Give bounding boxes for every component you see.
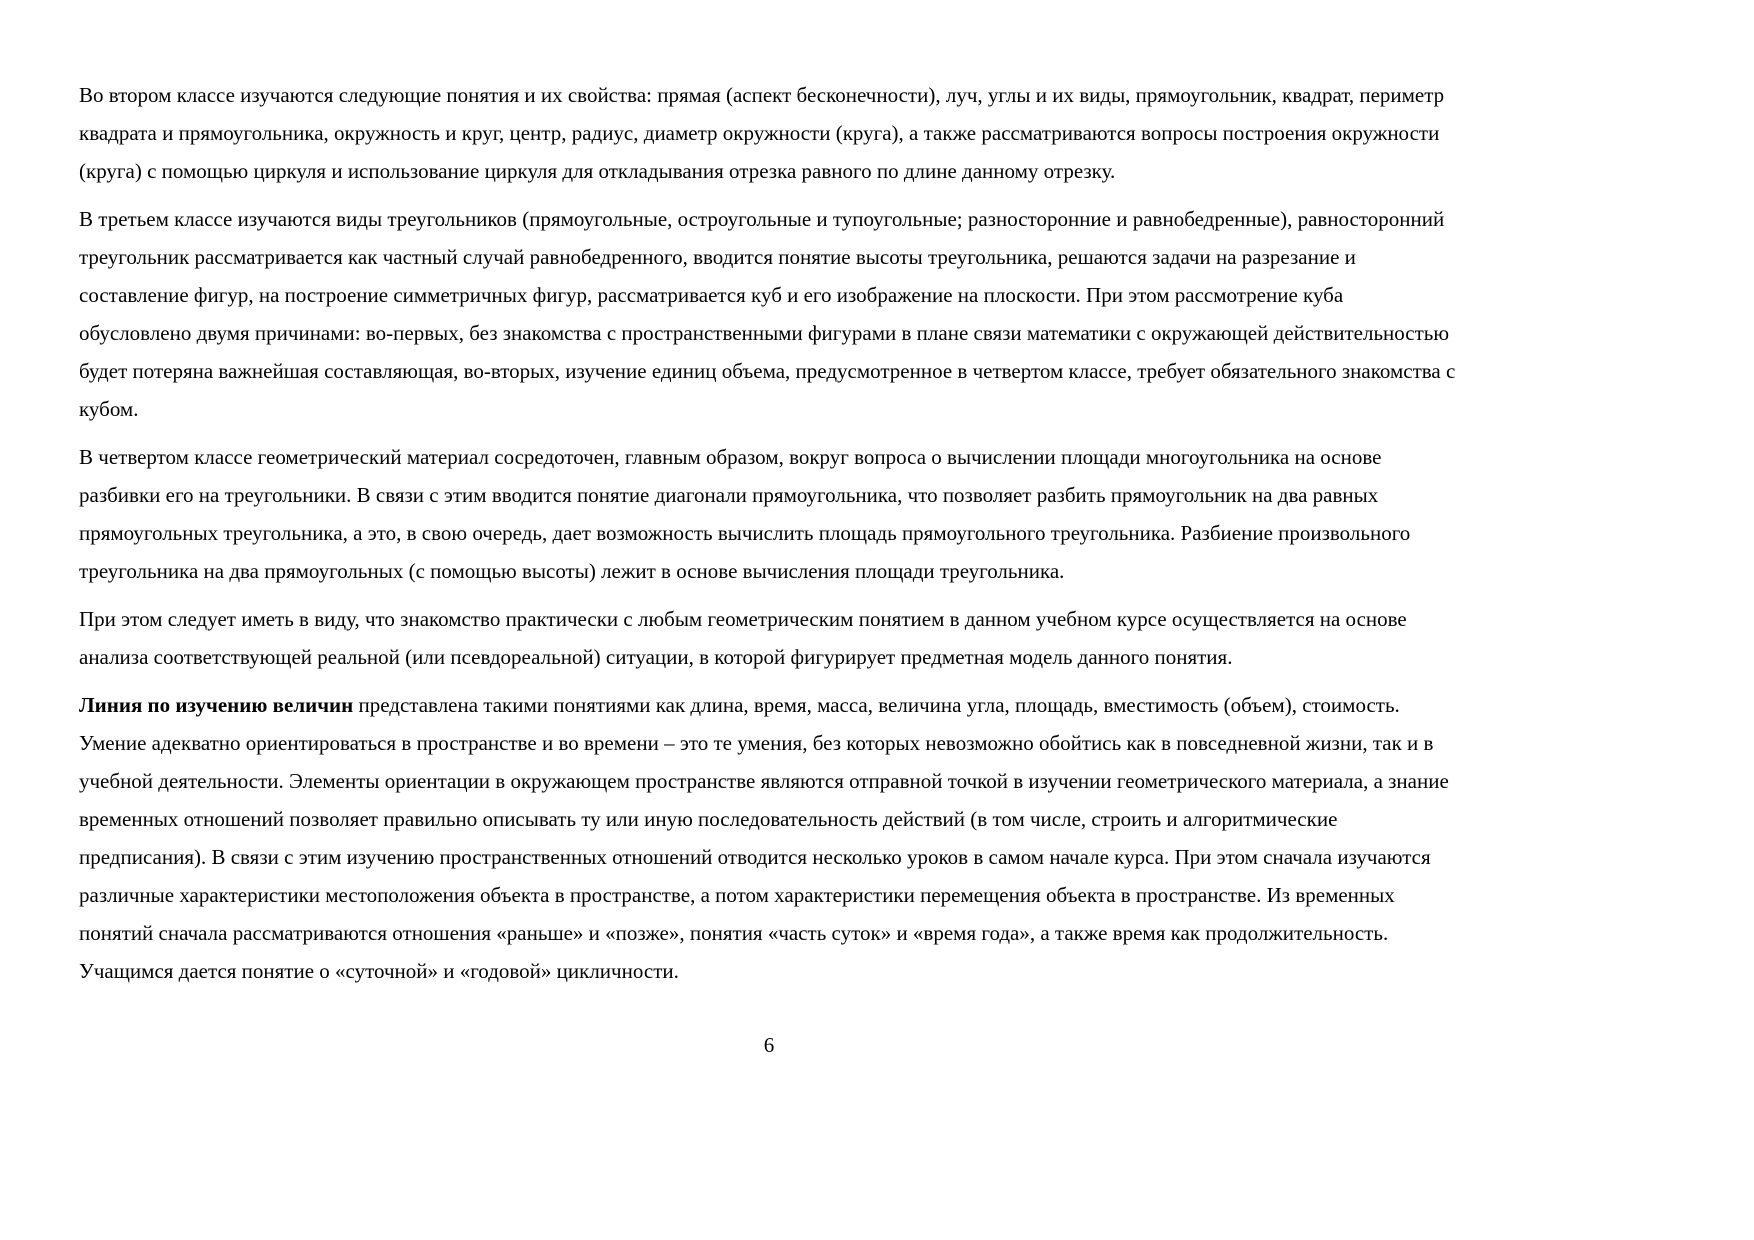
paragraph-bold-lead: Линия по изучению величин — [79, 693, 354, 717]
paragraph-concept-introduction: При этом следует иметь в виду, что знакомство практически с любым геометрическим понятием в данном учебном курсе осуществляется на основе анализа соответствующей реальной (или псевдореальной) ситуации, в которой фигурирует предметная модель данного понятия. — [79, 607, 1407, 669]
paragraph-grade3-geometry: В третьем классе изучаются виды треугольников (прямоугольные, остроугольные и тупоугольные; разносторонние и равнобедренные), равносторонний треугольник рассматривается как частный случай равнобедренного, вводится понятие высоты треугольника, решаются задачи на разрезание и составление фигур, на построение симметричных фигур, рассматривается куб и его изображение на плоскости. При этом рассмотрение куба обусловлено двумя причинами: во-первых, без знакомства с пространственными фигурами в плане связи математики с окружающей действительностью будет потеряна важнейшая составляющая, во-вторых, изучение единиц объема, предусмотренное в четвертом классе, требует обязательного знакомства с кубом. — [79, 207, 1456, 421]
paragraph-quantities-line — [79, 686, 1459, 990]
paragraph-text: представлена такими понятиями как длина, время, масса, величина угла, площадь, вместимость (объем), стоимость. Умение адекватно ориентироваться в пространстве и во времени – это те умения, без которых невозможно обойтись как в повседневной жизни, так и в учебной деятельности. Элементы ориентации в окружающем пространстве являются отправной точкой в изучении геометрического материала, а знание временных отношений позволяет правильно описывать ту или иную последовательность действий (в том числе, строить и алгоритмические предписания). В связи с этим изучению пространственных отношений отводится несколько уроков в самом начале курса. При этом сначала изучаются различные характеристики местоположения объекта в пространстве, а потом характеристики перемещения объекта в пространстве. Из временных понятий сначала рассматриваются отношения «раньше» и «позже», понятия «часть суток» и «время года», а также время как продолжительность. Учащимся дается понятие о «суточной» и «годовой» цикличности. — [79, 693, 1449, 983]
paragraph-grade2-geometry: Во втором классе изучаются следующие понятия и их свойства: прямая (аспект бесконечности), луч, углы и их виды, прямоугольник, квадрат, периметр квадрата и прямоугольника, окружность и круг, центр, радиус, диаметр окружности (круга), а также рассматриваются вопросы построения окружности (круга) с помощью циркуля и использование циркуля для откладывания отрезка равного по длине данному отрезку. — [79, 83, 1445, 183]
page-number: 6 — [763, 1033, 775, 1057]
paragraph-grade4-geometry: В четвертом классе геометрический материал сосредоточен, главным образом, вокруг вопроса о вычислении площади многоугольника на основе разбивки его на треугольники. В связи с этим вводится понятие диагонали прямоугольника, что позволяет разбить прямоугольник на два равных прямоугольных треугольника, а это, в свою очередь, дает возможность вычислить площадь прямоугольного треугольника. Разбиение произвольного треугольника на два прямоугольных (с помощью высоты) лежит в основе вычисления площади треугольника. — [79, 445, 1411, 583]
